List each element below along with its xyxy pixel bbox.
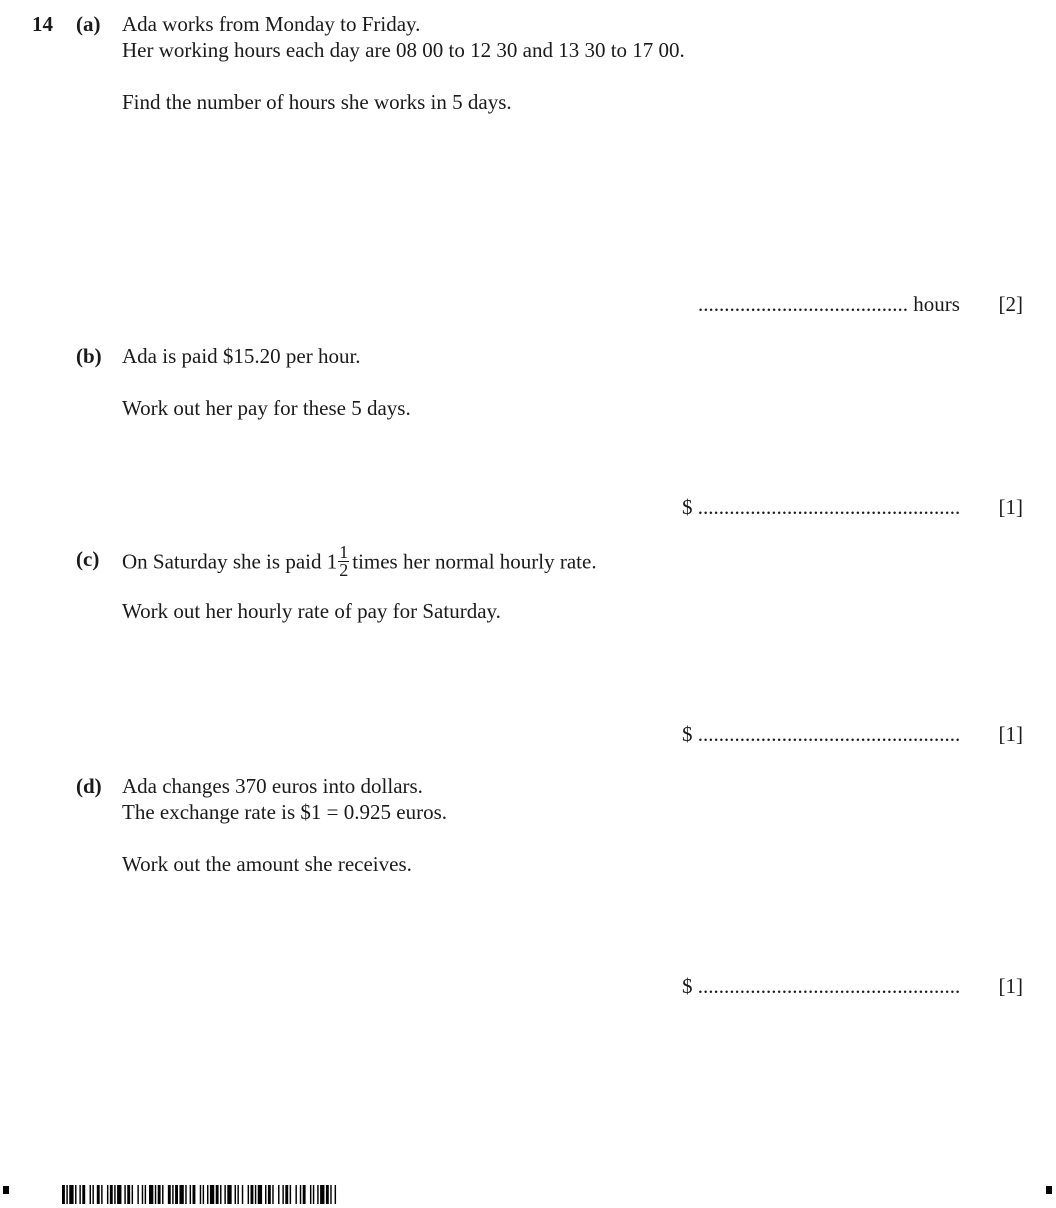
barcode-bar [66, 1185, 67, 1204]
part-b-label: (b) [76, 344, 102, 368]
barcode-bar [227, 1185, 231, 1204]
barcode-bar [75, 1185, 76, 1204]
barcode-bar [255, 1185, 256, 1204]
barcode-bar [265, 1185, 266, 1204]
barcode-bar [185, 1185, 186, 1204]
barcode-bar [97, 1185, 100, 1204]
barcode-bar [203, 1185, 204, 1204]
part-c-answer-dots[interactable]: .................................................. [697, 722, 961, 746]
part-c-label: (c) [76, 547, 100, 571]
part-c-instruction: Work out her hourly rate of pay for Saturday. [122, 599, 501, 623]
barcode-bar [179, 1185, 183, 1204]
barcode-bar [137, 1185, 138, 1204]
barcode-bar [282, 1185, 283, 1204]
barcode-bar [62, 1185, 65, 1204]
part-a-answer-dots[interactable]: ........................................ [698, 292, 908, 316]
fraction-denominator: 2 [339, 560, 349, 580]
barcode-bar [190, 1185, 191, 1204]
barcode-bar [162, 1185, 163, 1204]
barcode-bar [290, 1185, 291, 1204]
barcode-bar [326, 1185, 329, 1204]
barcode-bar [155, 1185, 156, 1204]
barcode-bar [237, 1185, 238, 1204]
part-d-marks: [1] [998, 974, 1023, 998]
barcode-bar [158, 1185, 161, 1204]
barcode-bar [114, 1185, 115, 1204]
part-d-line1: Ada changes 370 euros into dollars. [122, 774, 423, 798]
barcode-bar [268, 1185, 271, 1204]
barcode-bar [295, 1185, 296, 1204]
barcode-bar [235, 1185, 236, 1204]
barcode-bar [107, 1185, 108, 1204]
barcode-bar [258, 1185, 262, 1204]
barcode-bar [310, 1185, 311, 1204]
barcode-bar [82, 1185, 85, 1204]
barcode-bar [92, 1185, 93, 1204]
barcode-bar [79, 1185, 80, 1204]
barcode-bar [172, 1185, 173, 1204]
barcode-bar [285, 1185, 288, 1204]
barcode-image [62, 1185, 424, 1204]
barcode-bar [210, 1185, 214, 1204]
question-number: 14 [32, 12, 53, 36]
barcode-bar [132, 1185, 133, 1204]
barcode-bar [175, 1185, 178, 1204]
barcode-bar [90, 1185, 91, 1204]
part-b-line1: Ada is paid $15.20 per hour. [122, 344, 361, 368]
part-b-marks: [1] [998, 495, 1023, 519]
barcode-bar [69, 1185, 73, 1204]
barcode-bar [224, 1185, 225, 1204]
part-a-line2: Her working hours each day are 08 00 to 12 30 and 13 30 to 17 00. [122, 38, 685, 62]
barcode-bar [272, 1185, 273, 1204]
part-c-text-before: On Saturday she is paid 1 [122, 549, 338, 574]
part-c-marks: [1] [998, 722, 1023, 746]
barcode-bar [303, 1185, 306, 1204]
barcode-bar [317, 1185, 318, 1204]
barcode-bar [248, 1185, 249, 1204]
barcode-bar [200, 1185, 201, 1204]
part-c-line1 [122, 542, 597, 581]
part-a-answer-unit: hours [913, 292, 960, 316]
barcode-bar [207, 1185, 208, 1204]
part-a-label: (a) [76, 12, 101, 36]
barcode-bar [320, 1185, 324, 1204]
barcode-bar [145, 1185, 146, 1204]
part-c-text-after: times her normal hourly rate. [352, 549, 597, 574]
barcode-bar [168, 1185, 171, 1204]
part-a-marks: [2] [998, 292, 1023, 316]
part-d-line2: The exchange rate is $1 = 0.925 euros. [122, 800, 447, 824]
barcode-bar [335, 1185, 336, 1204]
part-d-answer-dots[interactable]: .................................................. [697, 974, 961, 998]
barcode-bar [278, 1185, 279, 1204]
part-b-answer-dots[interactable]: .................................................. [697, 495, 961, 519]
part-b-dollar-sign: $ [682, 495, 693, 519]
barcode-bar [313, 1185, 314, 1204]
barcode-bar [127, 1185, 130, 1204]
part-a-instruction: Find the number of hours she works in 5 days. [122, 90, 512, 114]
barcode-bar [149, 1185, 153, 1204]
barcode-bar [300, 1185, 301, 1204]
part-d-answer-line[interactable] [682, 973, 960, 999]
part-c-dollar-sign: $ [682, 722, 693, 746]
barcode-bar [216, 1185, 219, 1204]
part-d-label: (d) [76, 774, 102, 798]
barcode-bar [110, 1185, 113, 1204]
part-c-answer-line[interactable] [682, 721, 960, 747]
barcode-bar [220, 1185, 221, 1204]
barcode-bar [124, 1185, 125, 1204]
part-d-instruction: Work out the amount she receives. [122, 852, 412, 876]
part-b-answer-line[interactable] [682, 494, 960, 520]
barcode-bar [251, 1185, 254, 1204]
barcode-bar [117, 1185, 121, 1204]
part-a-line1: Ada works from Monday to Friday. [122, 12, 421, 36]
part-c-fraction [338, 544, 349, 579]
barcode-bar [242, 1185, 243, 1204]
corner-registration-mark-right [1046, 1186, 1052, 1194]
part-d-dollar-sign: $ [682, 974, 693, 998]
barcode-bar [142, 1185, 143, 1204]
barcode-bar [330, 1185, 331, 1204]
barcode-bar [101, 1185, 102, 1204]
part-a-answer-line[interactable] [698, 291, 960, 317]
corner-registration-mark-left [3, 1186, 9, 1194]
fraction-numerator: 1 [339, 542, 349, 562]
part-b-instruction: Work out her pay for these 5 days. [122, 396, 411, 420]
barcode-bar [193, 1185, 196, 1204]
